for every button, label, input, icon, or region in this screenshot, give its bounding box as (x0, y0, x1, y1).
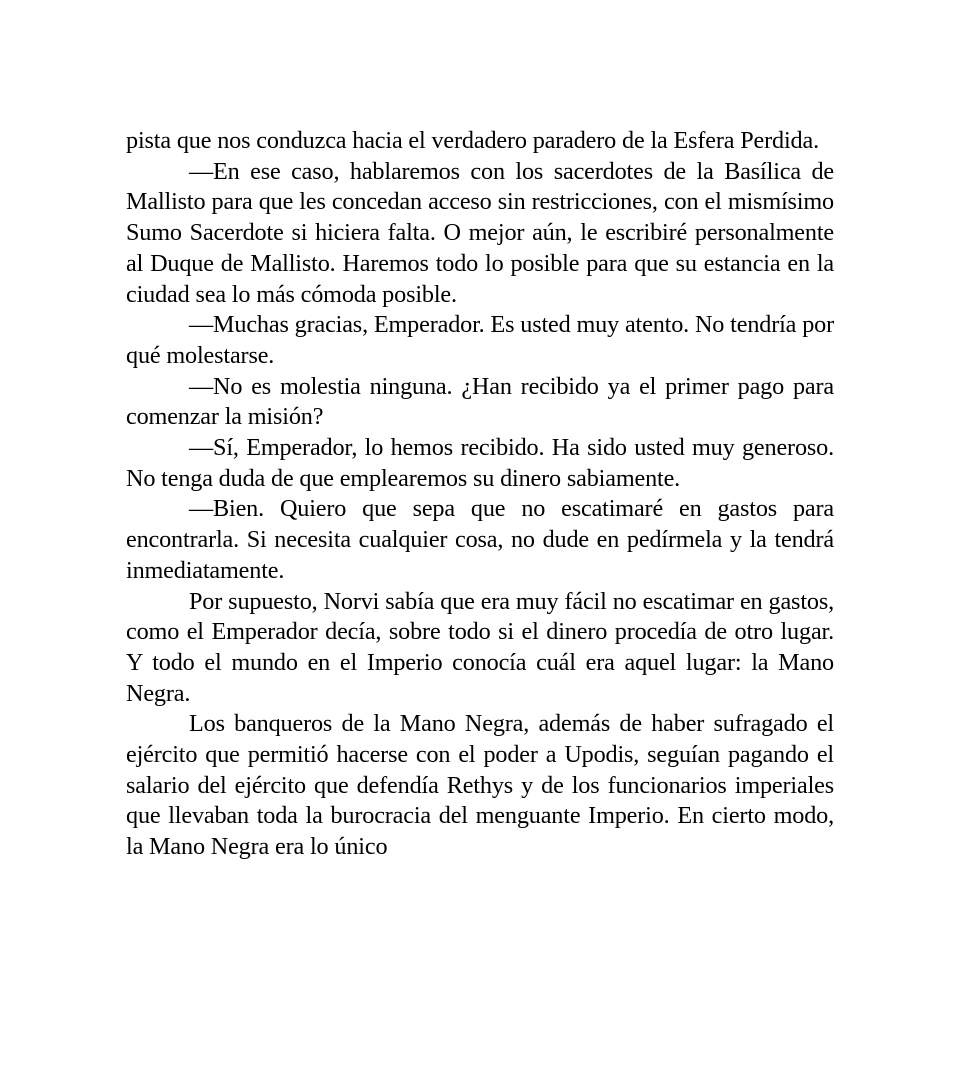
paragraph-dialogue: —Sí, Emperador, lo hemos recibido. Ha sido usted muy generoso. No tenga duda de que emplearemos su dinero sabiamente. (126, 434, 834, 492)
paragraph-dialogue: —Bien. Quiero que sepa que no escatimaré en gastos para encontrarla. Si necesita cualquier cosa, no dude en pedírmela y la tendrá inmediatamente. (126, 495, 834, 584)
paragraph-dialogue: —Muchas gracias, Emperador. Es usted muy atento. No tendría por qué molestarse. (126, 311, 834, 369)
page-body (126, 126, 834, 863)
paragraph-continuation: pista que nos conduzca hacia el verdadero paradero de la Esfera Perdida. (126, 127, 819, 154)
paragraph-dialogue: —No es molestia ninguna. ¿Han recibido ya el primer pago para comenzar la misión? (126, 372, 834, 431)
paragraph-narration: Por supuesto, Norvi sabía que era muy fácil no escatimar en gastos, como el Emperador decía, sobre todo si el dinero procedía de otro lugar. Y todo el mundo en el Imperio conocía cuál era aquel lugar: la Mano Negra. (126, 587, 834, 707)
paragraph-narration: Los banqueros de la Mano Negra, además de haber sufragado el ejército que permitió hacerse con el poder a Upodis, seguían pagando el salario del ejército que defendía Rethys y de los funcionarios imperiales que llevaban toda la burocracia del menguante Imperio. En cierto modo, la Mano Negra era lo único (126, 710, 834, 861)
paragraph-dialogue: —En ese caso, hablaremos con los sacerdotes de la Basílica de Mallisto para que les concedan acceso sin restricciones, con el mismísimo Sumo Sacerdote si hiciera falta. O mejor aún, le escribiré personalmente al Duque de Mallisto. Haremos todo lo posible para que su estancia en la ciudad sea lo más cómoda posible. (126, 157, 834, 308)
